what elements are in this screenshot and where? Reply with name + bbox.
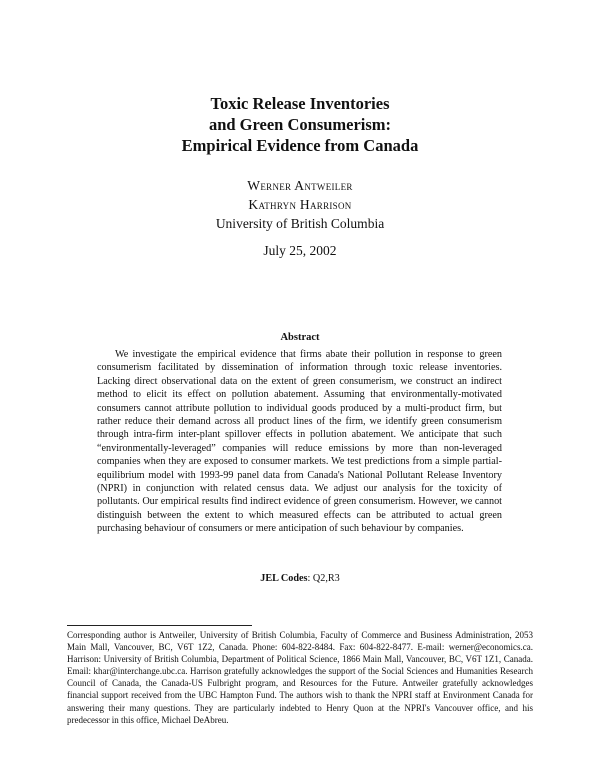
affiliation: University of British Columbia (215, 216, 385, 231)
jel-code-values: Q2,R3 (312, 573, 340, 584)
footnote-rule (67, 625, 252, 626)
jel-separator: : (307, 573, 313, 584)
abstract-body: We investigate the empirical evidence that firms abate their pollution in response to green consumerism facilitated by dissemination of information through toxic release inventories. Lacking direct observational data on the extent of green consumerism, we construct an indirect method to elicit its effect on pollution abatement. Assuming that environmentally-motivated consumers cannot attribute pollution to individual goods produced by a multi-product firm, but rather reduce their demand across all product lines of the firm, we identify green consumerism through intra-firm inter-plant spillover effects in pollution abatement. We anticipate that such “environmentally-leveraged” companies will reduce emissions by more than non-leveraged companies when they are exposed to consumer markets. We test predictions from a simple partial-equilibrium model with 1993-99 panel data from Canada's National Pollutant Release Inventory (NPRI) in conjunction with related census data. We adjust our analysis for the toxicity of pollutants. Our empirical results find indirect evidence of green consumerism. However, we cannot distinguish between the extent to which measured effects can be attributed to actual green purchasing behaviour of consumers or mere anticipation of such behaviour by companies. (97, 349, 502, 535)
author-name-2: Kathryn Harrison (248, 197, 352, 212)
title-line-2: and Green Consumerism: (208, 115, 392, 134)
paper-date: July 25, 2002 (263, 243, 337, 258)
author-block (0, 176, 600, 233)
title-line-3: Empirical Evidence from Canada (181, 136, 419, 155)
jel-label: JEL Codes (260, 573, 308, 584)
paper-title (0, 93, 600, 156)
abstract-heading: Abstract (280, 332, 320, 343)
jel-codes (0, 572, 600, 585)
author-name-1: Werner Antweiler (247, 178, 353, 193)
footnote: Corresponding author is Antweiler, University of British Columbia, Faculty of Commerce and Business Administration, 2053 Main Mall, Vancouver, BC, V6T 1Z2, Canada. Phone: 604-822-8484. Fax: 604-822-8477. E-mail: werner@economics.ca. Harrison: University of British Columbia, Department of Political Science, 1866 Main Mall, Vancouver, BC, V6T 1Z1, Canada. Email: khar@interchange.ubc.ca. Harrison gratefully acknowledges the support of the Social Sciences and Humanities Research Council of Canada, the Canada-US Fulbright program, and Resources for the Future. Antweiler gratefully acknowledges financial support received from the UBC Hampton Fund. The authors wish to thank the NPRI staff at Environment Canada for answering their many questions. They are particularly indebted to Henry Quon at the NPRI's Vancouver office, and his predecessor in this office, Michael DeAbreu. (67, 630, 533, 725)
title-line-1: Toxic Release Inventories (210, 94, 390, 113)
